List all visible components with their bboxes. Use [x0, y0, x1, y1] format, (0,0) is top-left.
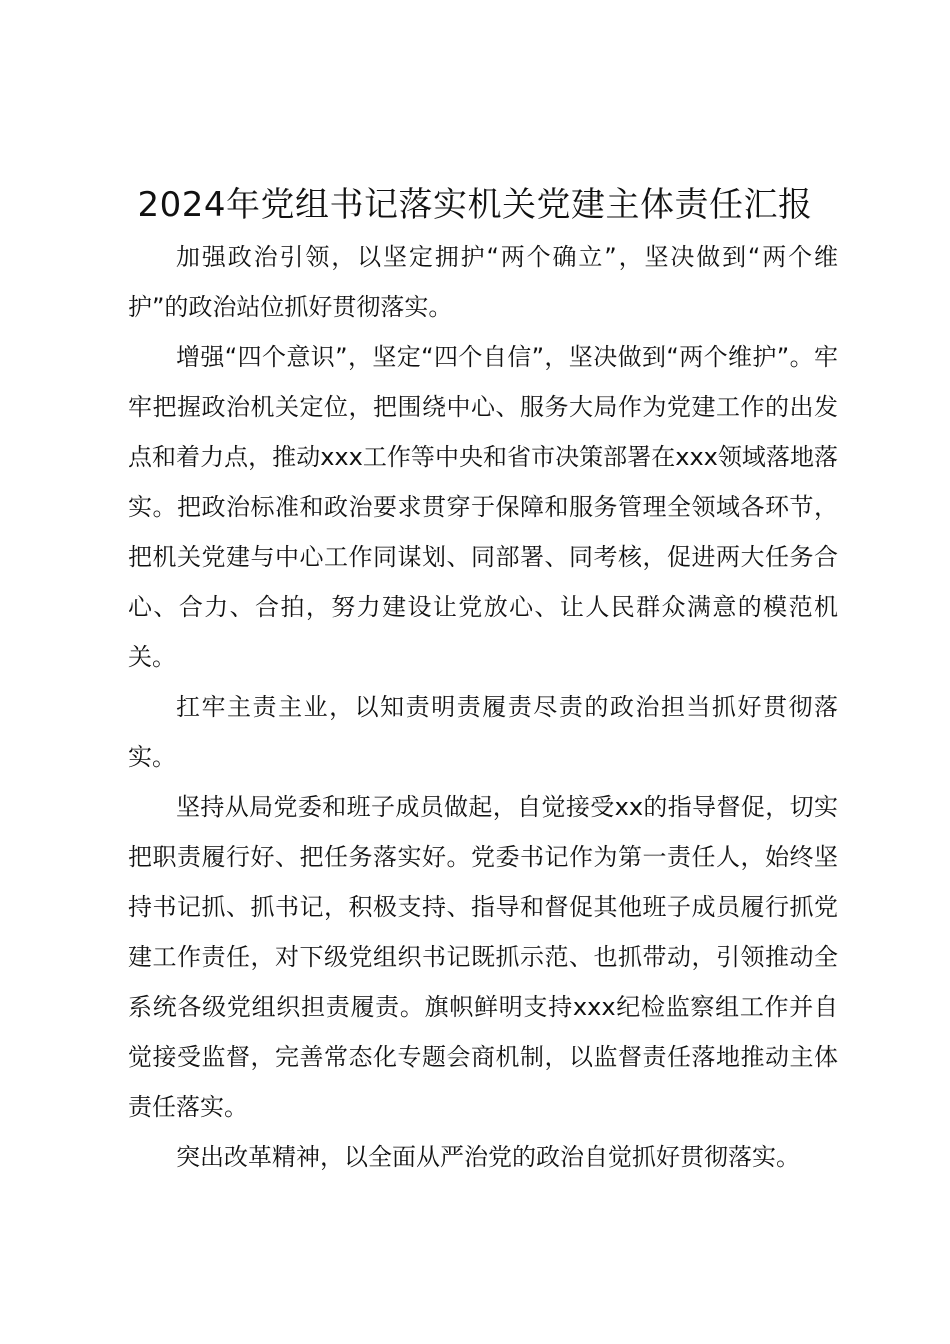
document-body: [128, 232, 838, 1182]
paragraph-5: 突出改革精神，以全面从严治党的政治自觉抓好贯彻落实。: [176, 1143, 800, 1171]
paragraph-2: 增强“四个意识”，坚定“四个自信”，坚决做到“两个维护”。牢牢把握政治机关定位，把围绕中心、服务大局作为党建工作的出发点和着力点，推动xxx工作等中央和省市决策部署在xxx领域落地落实。把政治标准和政治要求贯穿于保障和服务管理全领域各环节，把机关党建与中心工作同谋划、同部署、同考核，促进两大任务合心、合力、合拍，努力建设让党放心、让人民群众满意的模范机关。: [128, 343, 838, 671]
paragraph-1: 加强政治引领，以坚定拥护“两个确立”，坚决做到“两个维护”的政治站位抓好贯彻落实。: [128, 243, 838, 321]
paragraph-3: 扛牢主责主业，以知责明责履责尽责的政治担当抓好贯彻落实。: [128, 693, 838, 771]
document-title: 2024年党组书记落实机关党建主体责任汇报: [137, 185, 813, 225]
paragraph-4: 坚持从局党委和班子成员做起，自觉接受xx的指导督促，切实把职责履行好、把任务落实好。党委书记作为第一责任人，始终坚持书记抓、抓书记，积极支持、指导和督促其他班子成员履行抓党建工作责任，对下级党组织书记既抓示范、也抓带动，引领推动全系统各级党组织担责履责。旗帜鲜明支持xxx纪检监察组工作并自觉接受监督，完善常态化专题会商机制，以监督责任落地推动主体责任落实。: [128, 793, 838, 1121]
